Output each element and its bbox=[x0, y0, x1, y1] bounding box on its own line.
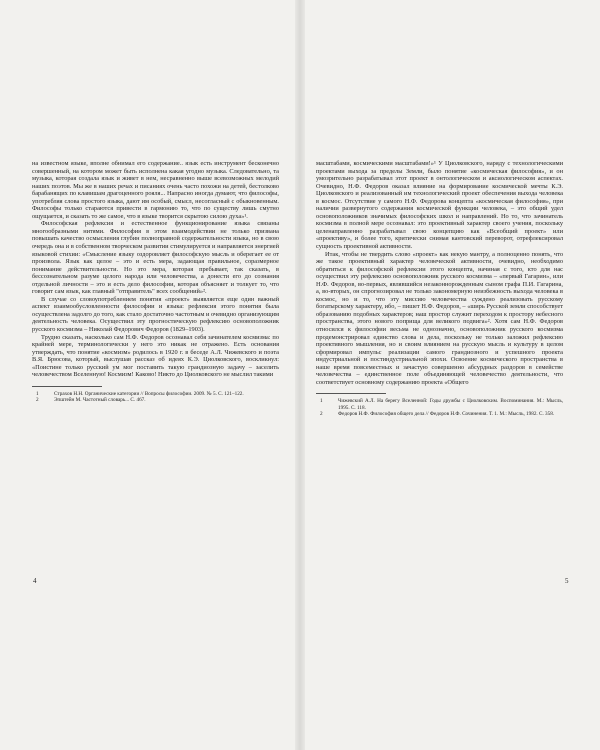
paragraph: на известном языке, вполне обнимал его содержание.. язык есть инструмент бесконечно совершенный, на котором может быть исполнена какая угодно музыка. Следовательно, та музыка, которая создала язык и живет в нем, несравненно выше всевозможных мелодий наших поэтов. Мы же в наших речах и писаниях очень часто похожи на детей, бестолково барабанящих по клавишам драгоценного рояля... Напрасно иногда думают, что философы, употребляя слова простого языка, дают им особый, смысл, несогласный с обыкновенным. Философы только стараются привести в гармонию то, что по существу лишь смутно ощущается, и сказать то же самое, что в языке творится скрытою силою духа»¹. bbox=[32, 160, 279, 220]
paragraph: масштабами, космическими масштабами!»¹ У Циолковского, наряду с технологическими проектами выхода за пределы Земли, было понятие «космическая философия», и он умозрительно разрабатывал этот проект в онтологическом и аксиологическом аспектах. Очевидно, Н.Ф. Федоров оказал влияние на формирование космической мечты К.Э. Циолковского и реализованный им технологический проект обеспечения выхода человека в космос. Отсутствие у самого Н.Ф. Федорова концепта «космическая философия», при наличии развернутого содержания космической функции человека, – это общий удел основоположников значимых философских школ и направлений. Но то, что зачинатель космизма в полной мере осознавал: это проективный характер своего учения, поскольку целенаправленно разрабатывал свою концепцию как «Всеобщий проект» или «проективу», и более того, критически снимая кантовский переворот, отрефлексировал сущность проективной активности. bbox=[316, 160, 563, 251]
book-gutter bbox=[295, 0, 305, 750]
footnote-text: Страхов Н.Н. Органические категории // Вопросы философии. 2009. № 5. С. 121–122. bbox=[54, 390, 244, 397]
page-number-left: 4 bbox=[33, 577, 37, 585]
footnote-rule bbox=[316, 393, 386, 394]
paragraph: Философская рефлексия и естественное функционирование языка связаны многообразными нитями. Философия в этом взаимодействии не только призвана повышать качество осмысления глубин полноправной содержательности языка, но в свою очередь она и в собственном творческом развитии стимулируется и направляется энергией языковой стихии: «Смысление языку оздоровляет философскую мысль и оберегает ее от произвола. Язык как целое – это и есть мера, задающая правильное, соразмерное понимание действительности. Но это мера, которая пребывает, так сказать, в бессознательном разуме целого народа или человечества, а донести его до сознания отдельной личности – это и есть дело философии, которая объясняет и толкует то, что говорит сам язык, как главный "отправитель" всех сообщений»². bbox=[32, 220, 279, 296]
left-page bbox=[32, 160, 279, 404]
footnote-text: Федоров Н.Ф. Философия общего дела // Федоров Н.Ф. Сочинения. Т. 1. М.: Мысль, 1982. С. 358. bbox=[338, 411, 555, 418]
paragraph: В случае со словоупотреблением понятия «проект» выявляется еще один важный аспект взаимообусловленности философии и языка: рефлексия этого понятия была осуществлена задолго до того, как стало достаточно частотным и очевидно организующим деятельность человека. Осуществил эту прогностическую рефлексию основоположник русского космизма – Николай Федорович Федоров (1829–1903). bbox=[32, 295, 279, 334]
footnote-text: Эпштейн М. Частотный словарь... С. 467. bbox=[54, 397, 146, 404]
left-page-body bbox=[32, 160, 279, 379]
footnote-rule bbox=[32, 386, 102, 387]
left-footnotes bbox=[32, 391, 279, 404]
right-page bbox=[316, 160, 563, 418]
paragraph: Итак, чтобы не твердить слово «проект» как некую мантру, а полноценно понять, что же такое проективный характер человеческой активности, очевидно, необходимо обратиться к философской рефлексии этого концепта, начиная с того, кто для нас осуществил эту рефлексию основоположник русского космизма – «первый Гагарин», или Н.Ф. Федоров, во-первых, являвшийся незаконнорожденным сыном графа П.И. Гагарина, а, во-вторых, он спрогнозировал не только закономерную неизбежность выхода человека в космос, но и то, что эту миссию человечества суждено реализовать русскому богатырскому характеру, ибо, – пишет Н.Ф. Федоров, – «ширь Русской земли способствует образованию подобных характеров; наш простор служит переходом к простору небесного пространства, этого нового поприща для великого подвига»². Хотя сам Н.Ф. Федоров относился к философии весьма не однозначно, основоположник русского космизма продемонстрировал единство слова и дела, поскольку не только заложил рефлексию проективного мышления, но и своим влиянием на русскую мысль и культуру в целом сформировал импульс реализации самого грандиозного и успешного проекта индустриальной и постиндустриальной эпохи. Освоение космического пространства в наше время повсеместных и зачастую совершенно абсурдных раздоров в семействе человечества – единственное поле объединяющей человечество деятельности, что соответствует основному содержанию проекта «Общего bbox=[316, 250, 563, 386]
footnote-number: 1 bbox=[36, 390, 39, 397]
page-number-right: 5 bbox=[565, 577, 569, 585]
footnote-text: Чижевский А.Л. На берегу Вселенной: Годы дружбы с Циолковским. Воспоминания. М.: Мысль, 1995. С. 118. bbox=[338, 398, 563, 411]
footnote-number: 1 bbox=[320, 398, 323, 405]
right-page-body bbox=[316, 160, 563, 386]
right-footnotes bbox=[316, 398, 563, 417]
footnote-number: 2 bbox=[36, 397, 39, 404]
footnote bbox=[316, 398, 563, 411]
footnote bbox=[316, 411, 563, 417]
paragraph: Трудно сказать, насколько сам Н.Ф. Федоров осознавал себя зачинателем космизма: по крайней мере, терминологически у него это никак не отражено. Есть основания утверждать, что понятие «космизм» родилось в 1920 г. в беседе А.Л. Чижевского и поэта В.Я. Брюсова, который, выслушав рассказ об идеях К.Э. Циолковского, воскликнул: «Поистине только русский ум мог поставить такую грандиозную задачу – заселить человечеством Вселенную! Космизм! Каково! Никто до Циолковского не мыслил такими bbox=[32, 333, 279, 379]
footnote-number: 2 bbox=[320, 411, 323, 418]
footnote bbox=[32, 397, 279, 403]
